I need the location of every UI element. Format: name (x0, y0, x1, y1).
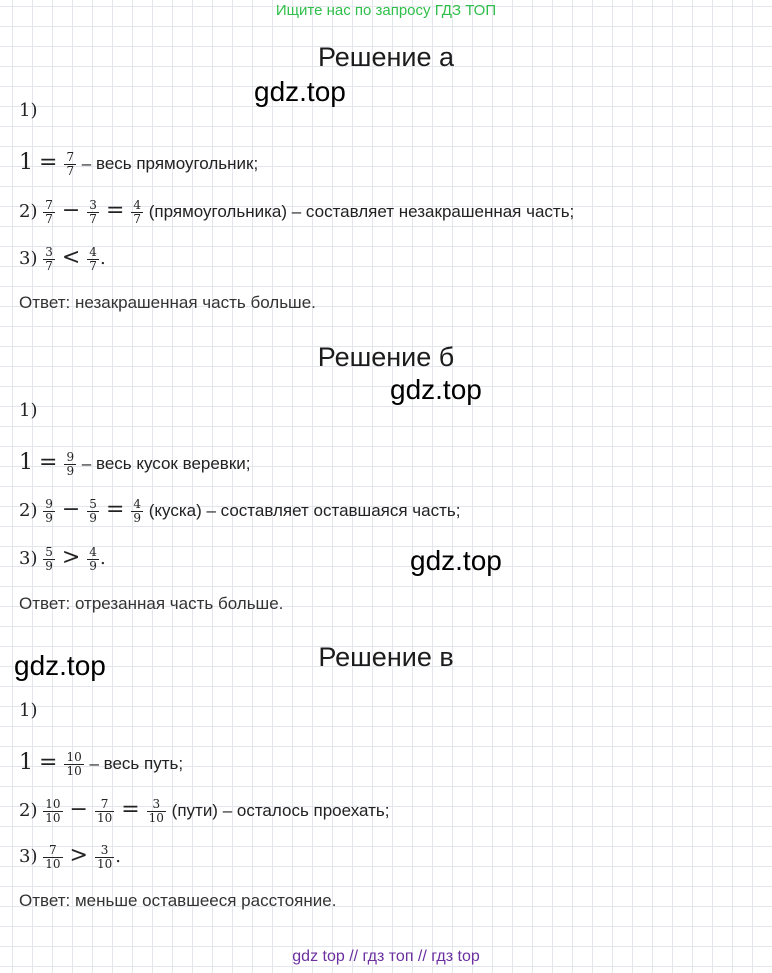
fraction: $\frac{9}{9}$ (66, 450, 75, 479)
section-a-subtraction-line: 2) $\frac{7}{7}$ − $\frac{3}{7}$ = $\frac{4}{7}$ (прямоугольника) – составляет незакрашенная часть; (19, 198, 575, 227)
section-c-item-1: 1) (19, 700, 38, 721)
section-a-heading: Решение а (317, 42, 455, 72)
fraction: $\frac{10}{10}$ (45, 797, 61, 826)
fraction: $\frac{7}{7}$ (66, 150, 75, 179)
fraction: $\frac{4}{7}$ (133, 198, 142, 227)
section-a-answer: Ответ: незакрашенная часть больше. (19, 293, 316, 312)
section-b-subtraction-line: 2) $\frac{9}{9}$ − $\frac{5}{9}$ = $\frac{4}{9}$ (куска) – составляет оставшаяся часть; (19, 497, 461, 526)
section-b-answer: Ответ: отрезанная часть больше. (19, 594, 284, 613)
section-c-heading: Решение в (318, 642, 454, 672)
section-a-item-1: 1) (19, 100, 38, 121)
fraction: $\frac{5}{9}$ (89, 497, 97, 526)
section-c-comparison-line: 3) $\frac{7}{10}$ > $\frac{3}{10}$ . (19, 843, 121, 872)
fraction: $\frac{3}{10}$ (148, 797, 164, 826)
fraction: $\frac{3}{7}$ (89, 198, 97, 227)
fraction: $\frac{4}{9}$ (133, 497, 142, 526)
section-a-whole-line: 1 = $\frac{7}{7}$ – весь прямоугольник; (19, 150, 259, 179)
fraction: $\frac{4}{7}$ (89, 245, 97, 274)
fraction: $\frac{9}{9}$ (45, 497, 53, 526)
section-b-whole-line: 1 = $\frac{9}{9}$ – весь кусок веревки; (19, 450, 251, 479)
section-c-answer: Ответ: меньше оставшееся расстояние. (19, 891, 337, 910)
fraction: $\frac{10}{10}$ (66, 750, 82, 779)
fraction: $\frac{5}{9}$ (45, 545, 53, 574)
watermark: gdz.top (390, 374, 482, 405)
fraction: $\frac{7}{10}$ (96, 797, 113, 826)
watermark: gdz.top (410, 545, 502, 576)
watermark: gdz.top (14, 650, 106, 681)
fraction: $\frac{3}{10}$ (96, 843, 113, 872)
section-b-comparison-line: 3) $\frac{5}{9}$ > $\frac{4}{9}$ . (19, 545, 106, 574)
section-b-heading: Решение б (317, 342, 455, 372)
fraction: $\frac{3}{7}$ (45, 245, 53, 274)
fraction: $\frac{4}{9}$ (89, 545, 97, 574)
section-b-item-1: 1) (19, 400, 38, 421)
footer-links[interactable]: gdz top // гдз топ // гдз top (292, 948, 480, 965)
one: 1 (19, 150, 33, 175)
section-a-comparison-line: 3) $\frac{3}{7}$ < $\frac{4}{7}$ . (19, 245, 106, 274)
section-c-whole-line: 1 = $\frac{10}{10}$ – весь путь; (19, 750, 184, 779)
fraction: $\frac{7}{10}$ (45, 843, 61, 872)
fraction: $\frac{7}{7}$ (45, 198, 53, 227)
section-c-subtraction-line: 2) $\frac{10}{10}$ − $\frac{7}{10}$ = $\frac{3}{10}$ (пути) – осталось проехать; (19, 797, 390, 826)
search-banner[interactable]: Ищите нас по запросу ГДЗ ТОП (275, 2, 497, 19)
watermark: gdz.top (254, 76, 346, 107)
